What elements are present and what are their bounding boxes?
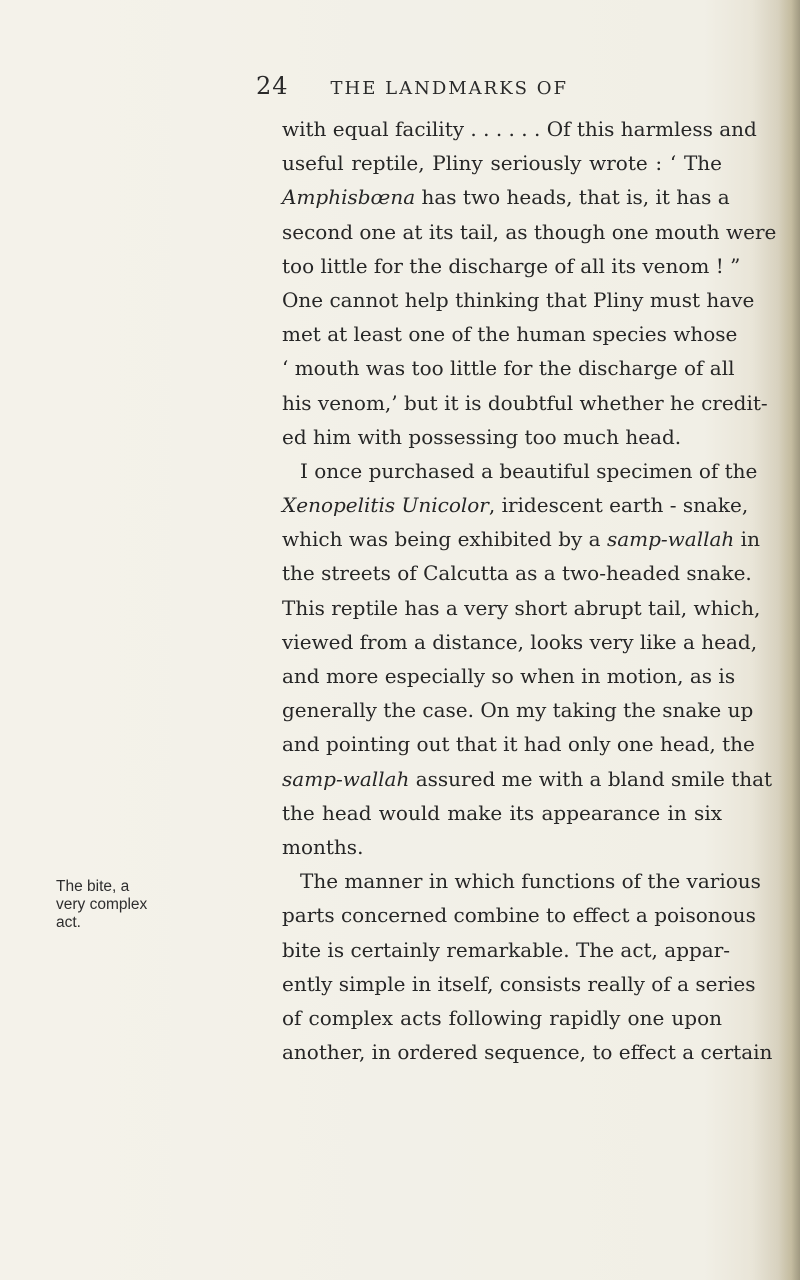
text-line: useful reptile, Pliny seriously wrote : ‘ The [282, 151, 722, 176]
text-line: too little for the discharge of all its venom ! ” [282, 253, 741, 278]
text-line: bite is certainly remarkable. The act, appar- [282, 937, 731, 962]
text-line: viewed from a distance, looks very like a head, [282, 629, 758, 654]
text-line: and more especially so when in motion, as is [282, 664, 736, 688]
running-header [256, 72, 568, 100]
sidenote-line: The bite, a [56, 878, 130, 895]
text-line: second one at its tail, as though one mouth were [282, 219, 777, 244]
sidenote-line: act. [56, 914, 81, 931]
text-line: months. [282, 834, 364, 859]
text-line: the head would make its appearance in six [282, 800, 722, 825]
text-line: which was being exhibited by a samp-wallah in [282, 527, 760, 552]
text-line: Xenopelitis Unicolor, iridescent earth - snake, [282, 493, 749, 518]
text-line: ently simple in itself, consists really of a series [282, 971, 756, 996]
text-line: and pointing out that it had only one head, the [282, 732, 755, 757]
text-line: generally the case. On my taking the snake up [282, 698, 754, 723]
text-line: I once purchased a beautiful specimen of the [300, 458, 758, 483]
text-line: The manner in which functions of the various [300, 869, 761, 894]
running-title: THE LANDMARKS OF [330, 78, 568, 99]
text-line: ed him with possessing too much head. [282, 424, 682, 449]
text-line: of complex acts following rapidly one upon [282, 1005, 722, 1030]
text-line: Amphisbœna has two heads, that is, it has a [282, 185, 730, 210]
text-line: samp-wallah assured me with a bland smile that [282, 766, 773, 791]
text-line: his venom,’ but it is doubtful whether he credit- [282, 390, 768, 415]
page-number: 24 [256, 72, 289, 100]
body-text [282, 112, 777, 1069]
text-line: with equal facility . . . . . . Of this harmless and [282, 117, 757, 141]
text-line: One cannot help thinking that Pliny must have [282, 287, 755, 312]
text-line: met at least one of the human species whose [282, 322, 738, 347]
margin-sidenote [56, 878, 146, 932]
text-line: another, in ordered sequence, to effect a certain [282, 1040, 773, 1065]
page-edge-shadow [778, 0, 800, 1280]
text-line: ‘ mouth was too little for the discharge of all [282, 356, 735, 381]
text-line: This reptile has a very short abrupt tail, which, [282, 595, 761, 620]
text-line: parts concerned combine to effect a poisonous [282, 903, 756, 928]
sidenote-line: very complex [56, 896, 148, 913]
text-line: the streets of Calcutta as a two-headed snake. [282, 561, 752, 586]
